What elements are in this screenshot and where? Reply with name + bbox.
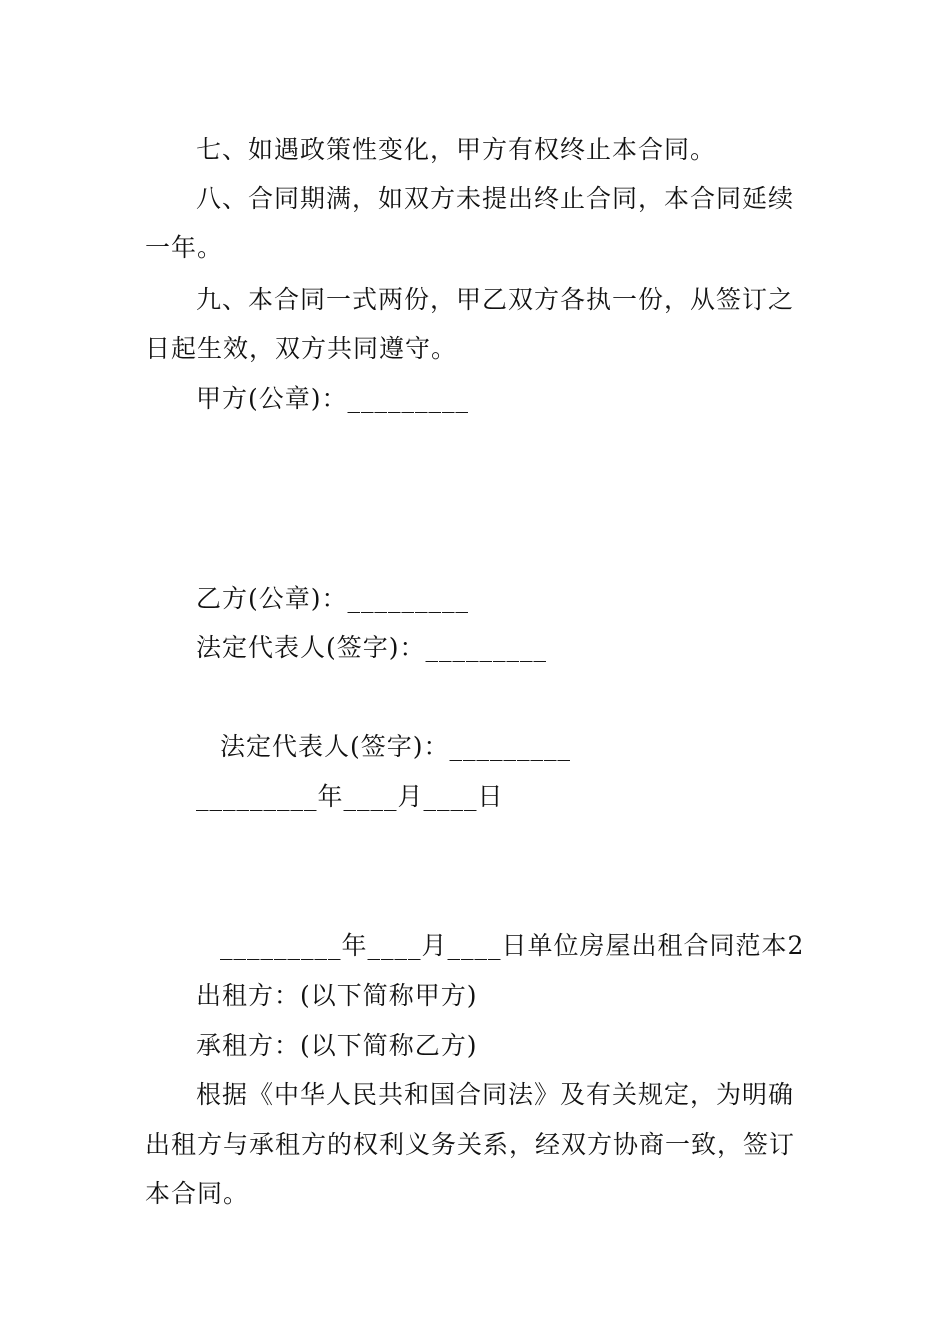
party-a-seal-line: 甲方(公章)：_________ (196, 384, 470, 413)
legal-rep-signature-line-2: 法定代表人(签字)：_________ (220, 732, 572, 761)
clause-7: 七、如遇政策性变化，甲方有权终止本合同。 (196, 135, 717, 164)
lessee-line: 承租方：(以下简称乙方) (196, 1031, 478, 1060)
clause-9-line-1: 九、本合同一式两份，甲乙双方各执一份，从签订之 (196, 285, 795, 314)
intro-paragraph-line-1: 根据《中华人民共和国合同法》及有关规定，为明确 (196, 1080, 795, 1109)
clause-8-line-1: 八、合同期满，如双方未提出终止合同，本合同延续 (196, 184, 795, 213)
clause-8-line-2: 一年。 (145, 233, 224, 262)
date-title-line: _________年____月____日单位房屋出租合同范本2 (220, 931, 805, 960)
intro-paragraph-line-2: 出租方与承租方的权利义务关系，经双方协商一致，签订 (145, 1130, 796, 1159)
date-line-1: _________年____月____日 (196, 782, 504, 811)
lessor-line: 出租方：(以下简称甲方) (196, 981, 478, 1010)
legal-rep-signature-line-1: 法定代表人(签字)：_________ (196, 633, 548, 662)
clause-9-line-2: 日起生效，双方共同遵守。 (145, 334, 458, 363)
party-b-seal-line: 乙方(公章)：_________ (196, 584, 470, 613)
intro-paragraph-line-3: 本合同。 (145, 1179, 250, 1208)
